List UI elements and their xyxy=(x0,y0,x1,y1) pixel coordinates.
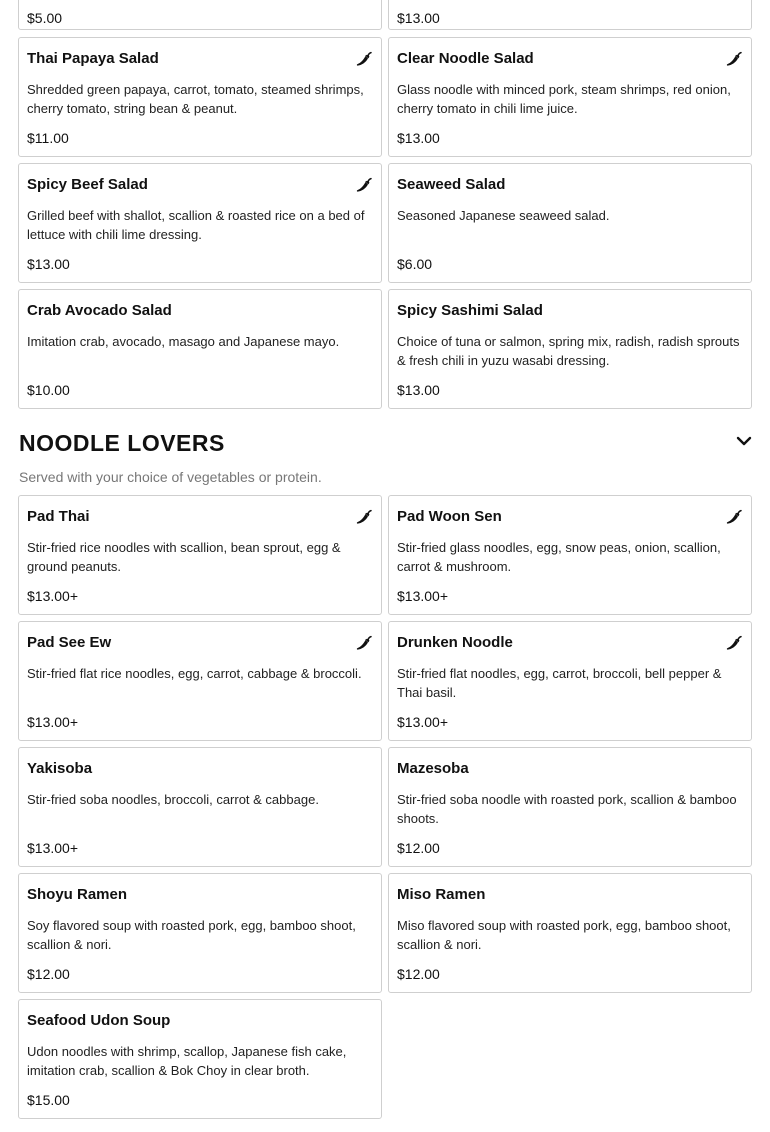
chevron-down-icon[interactable] xyxy=(735,432,753,450)
item-name: Drunken Noodle xyxy=(397,634,513,651)
item-name: Miso Ramen xyxy=(397,886,486,903)
item-description: Stir-fried flat noodles, egg, carrot, broccoli, bell pepper & Thai basil. xyxy=(397,666,722,700)
item-name: Crab Avocado Salad xyxy=(27,302,172,319)
item-price: $13.00+ xyxy=(27,840,78,856)
item-name: Yakisoba xyxy=(27,760,93,777)
item-description: Stir-fried rice noodles with scallion, bean sprout, egg & ground peanuts. xyxy=(27,540,341,574)
menu-item-card[interactable] xyxy=(388,621,752,741)
item-price: $13.00 xyxy=(397,130,440,146)
section-subtitle: Served with your choice of vegetables or protein. xyxy=(19,469,322,485)
menu-item-card[interactable] xyxy=(388,163,752,283)
item-price: $12.00 xyxy=(397,840,440,856)
menu-item-card[interactable] xyxy=(18,999,382,1119)
item-description: Stir-fried glass noodles, egg, snow peas, onion, scallion, carrot & mushroom. xyxy=(397,540,721,574)
item-name: Seaweed Salad xyxy=(397,176,506,193)
item-description: Soy flavored soup with roasted pork, egg, bamboo shoot, scallion & nori. xyxy=(27,918,356,952)
item-price: $13.00+ xyxy=(397,714,448,730)
item-price: $13.00+ xyxy=(27,588,78,604)
chili-pepper-icon xyxy=(726,635,742,651)
menu-item-card[interactable] xyxy=(18,0,382,30)
item-name: Pad Woon Sen xyxy=(397,508,502,525)
item-description: Miso flavored soup with roasted pork, egg, bamboo shoot, scallion & nori. xyxy=(397,918,731,952)
menu-item-card[interactable] xyxy=(388,289,752,409)
item-description: Grilled beef with shallot, scallion & roasted rice on a bed of lettuce with chili lime dressing. xyxy=(27,208,365,242)
item-price: $13.00 xyxy=(397,10,440,26)
item-name: Clear Noodle Salad xyxy=(397,50,534,67)
chili-pepper-icon xyxy=(726,51,742,67)
menu-item-card[interactable] xyxy=(388,747,752,867)
item-price: $6.00 xyxy=(397,256,433,272)
item-description: Imitation crab, avocado, masago and Japanese mayo. xyxy=(27,334,340,349)
item-description: Udon noodles with shrimp, scallop, Japanese fish cake, imitation crab, scallion & Bok Choy in clear broth. xyxy=(27,1044,347,1078)
chili-pepper-icon xyxy=(356,635,372,651)
item-price: $13.00+ xyxy=(27,714,78,730)
item-description: Glass noodle with minced pork, steam shrimps, red onion, cherry tomato in chili lime juice. xyxy=(397,82,731,116)
item-description: Stir-fried flat rice noodles, egg, carrot, cabbage & broccoli. xyxy=(27,666,362,681)
item-name: Spicy Beef Salad xyxy=(27,176,148,193)
menu-item-card[interactable] xyxy=(18,289,382,409)
menu-item-card[interactable] xyxy=(388,495,752,615)
item-price: $12.00 xyxy=(397,966,440,982)
item-name: Seafood Udon Soup xyxy=(27,1012,171,1029)
item-price: $5.00 xyxy=(27,10,63,26)
item-price: $12.00 xyxy=(27,966,70,982)
item-price: $11.00 xyxy=(27,130,69,146)
menu-item-card[interactable] xyxy=(388,873,752,993)
item-price: $13.00+ xyxy=(397,588,448,604)
item-price: $13.00 xyxy=(397,382,440,398)
menu-item-card[interactable] xyxy=(388,37,752,157)
item-description: Shredded green papaya, carrot, tomato, steamed shrimps, cherry tomato, string bean & peanut. xyxy=(27,82,364,116)
item-name: Pad Thai xyxy=(27,508,90,525)
menu-item-card[interactable] xyxy=(18,495,382,615)
item-name: Mazesoba xyxy=(397,760,469,777)
item-name: Spicy Sashimi Salad xyxy=(397,302,543,319)
menu-item-card[interactable] xyxy=(18,37,382,157)
item-description: Seasoned Japanese seaweed salad. xyxy=(397,208,610,223)
item-description: Stir-fried soba noodle with roasted pork, scallion & bamboo shoots. xyxy=(397,792,737,826)
item-name: Shoyu Ramen xyxy=(27,886,128,903)
chili-pepper-icon xyxy=(356,509,372,525)
chili-pepper-icon xyxy=(726,509,742,525)
menu-item-card[interactable] xyxy=(388,0,752,30)
chili-pepper-icon xyxy=(356,51,372,67)
item-description: Choice of tuna or salmon, spring mix, radish, radish sprouts & fresh chili in yuzu wasabi dressing. xyxy=(397,334,740,368)
item-name: Thai Papaya Salad xyxy=(27,50,159,67)
chili-pepper-icon xyxy=(356,177,372,193)
item-price: $13.00 xyxy=(27,256,70,272)
menu-item-card[interactable] xyxy=(18,873,382,993)
item-name: Pad See Ew xyxy=(27,634,112,651)
menu-item-card[interactable] xyxy=(18,163,382,283)
item-price: $15.00 xyxy=(27,1092,70,1108)
menu-item-card[interactable] xyxy=(18,621,382,741)
menu-item-card[interactable] xyxy=(18,747,382,867)
item-description: Stir-fried soba noodles, broccoli, carrot & cabbage. xyxy=(27,792,319,807)
item-price: $10.00 xyxy=(27,382,70,398)
section-title: NOODLE LOVERS xyxy=(19,430,225,456)
